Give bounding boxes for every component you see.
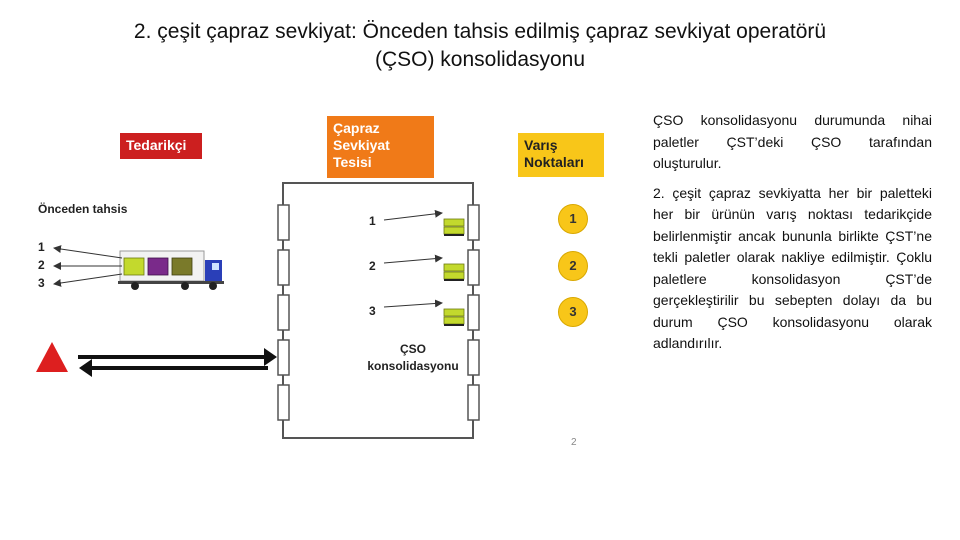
left-door-4: [278, 340, 289, 375]
left-door-2: [278, 250, 289, 285]
pallet-3b: [444, 317, 464, 324]
destinations-label-line-2: Noktaları: [524, 154, 584, 170]
destination-circle-3: 3: [558, 297, 588, 327]
title-line-1: 2. çeşit çapraz sevkiyat: Önceden tahsis edilmiş çapraz sevkiyat operatörü: [133, 20, 827, 43]
left-door-1: [278, 205, 289, 240]
pallet-1a: [444, 219, 464, 226]
right-door-1: [468, 205, 479, 240]
destination-circle-1: 1: [558, 204, 588, 234]
pallet-1b: [444, 227, 464, 234]
slide-number: 2: [571, 437, 577, 448]
dock-number-3: 3: [369, 304, 376, 318]
truck-pallet-green: [124, 258, 144, 275]
body-text: [653, 110, 932, 363]
transport-arrow-left: [79, 359, 268, 377]
supplier-label: Tedarikçi: [120, 133, 202, 159]
right-door-4: [468, 340, 479, 375]
consolidation-label: [362, 341, 464, 375]
truck-pallet-olive: [172, 258, 192, 275]
flow-arrow-3: [384, 303, 442, 307]
right-door-3: [468, 295, 479, 330]
paragraph-2: 2. çeşit çapraz sevkiyatta her bir paletteki her bir ürünün varış noktası tedarikçide belirlenmiştir ancak bununla birlikte ÇST’ne tekli paletler olarak nakliye edilmiştir. Çoklu paletlere konsolidasyon ÇST’de gerçekleştirilir bu sebepten dolayı da bu durum ÇSO konsolidasyonu olarak adlandırılır.: [653, 184, 932, 351]
right-dock-doors: [468, 205, 479, 420]
facility-label: [327, 116, 434, 178]
truck-icon: [118, 251, 224, 290]
pallet-3a: [444, 309, 464, 316]
supplier-triangle-icon: [36, 342, 68, 372]
truck-arrow-1: [54, 248, 122, 258]
destinations-label-line-1: Varış: [524, 137, 558, 153]
right-door-2: [468, 250, 479, 285]
left-dock-doors: [278, 205, 289, 420]
preallocated-label: Önceden tahsis: [38, 202, 128, 216]
paragraph-1: ÇSO konsolidasyonu durumunda nihai paletler ÇST’deki ÇSO tarafından oluşturulur.: [653, 112, 932, 171]
consolidation-label-line-1: ÇSO: [399, 342, 426, 356]
flow-arrow-2: [384, 258, 442, 263]
pallet-2a: [444, 264, 464, 271]
truck-number-3: 3: [38, 276, 45, 290]
title-line-2: (ÇSO) konsolidasyonu: [374, 48, 586, 71]
consolidation-label-line-2: konsolidasyonu: [367, 359, 459, 373]
pallet-2b: [444, 272, 464, 279]
left-door-3: [278, 295, 289, 330]
truck-pallet-purple: [148, 258, 168, 275]
destination-circle-2: 2: [558, 251, 588, 281]
dock-number-2: 2: [369, 259, 376, 273]
truck-number-1: 1: [38, 240, 45, 254]
transport-arrow-right: [78, 348, 277, 366]
destinations-label: [518, 133, 604, 177]
left-door-5: [278, 385, 289, 420]
truck-arrow-3: [54, 274, 122, 284]
facility-label-line-3: Tesisi: [333, 154, 372, 170]
flow-arrow-1: [384, 213, 442, 220]
facility-label-line-2: Sevkiyat: [333, 137, 390, 153]
truck-number-2: 2: [38, 258, 45, 272]
right-door-5: [468, 385, 479, 420]
dock-number-1: 1: [369, 214, 376, 228]
facility-label-line-1: Çapraz: [333, 120, 380, 136]
